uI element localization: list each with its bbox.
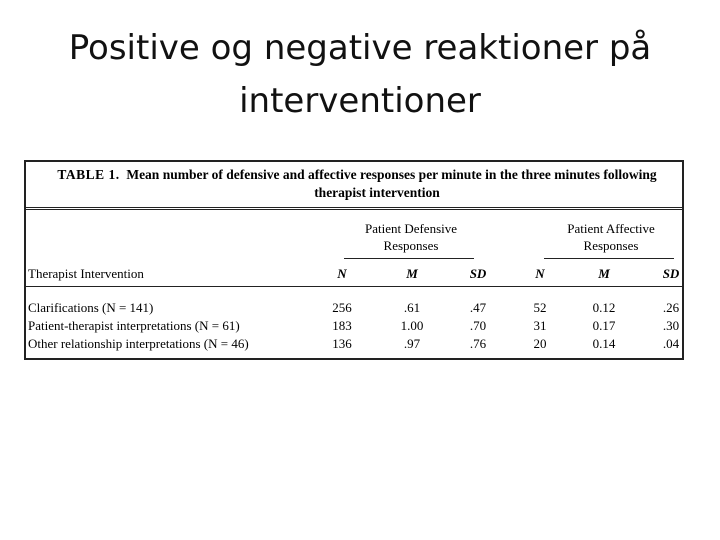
- col-header-n-affective: N: [535, 266, 545, 281]
- cell-m-defensive: .61: [403, 300, 421, 315]
- group-header-affective-line-1: Patient Affective: [567, 221, 655, 236]
- group-rule-affective: [544, 258, 674, 259]
- cell-m-affective: 0.12: [592, 300, 616, 315]
- group-header-affective: [536, 220, 686, 254]
- data-table: [24, 160, 684, 360]
- table-caption-line-1: [32, 166, 682, 184]
- cell-sd-affective: .30: [662, 318, 680, 333]
- cell-n-affective: 52: [533, 300, 547, 315]
- cell-m-defensive: .97: [403, 336, 421, 351]
- group-header-defensive-line-2: Responses: [383, 238, 439, 253]
- col-header-n-defensive: N: [337, 266, 347, 281]
- group-header-affective-line-2: Responses: [583, 238, 639, 253]
- slide-title-line-1: Positive og negative reaktioner på: [68, 28, 652, 68]
- cell-n-defensive: 256: [332, 300, 352, 315]
- slide-title: [0, 22, 720, 128]
- table-caption-line-2: therapist intervention: [314, 185, 440, 200]
- slide-title-line-2: interventioner: [239, 81, 481, 121]
- cell-sd-defensive: .76: [469, 336, 487, 351]
- cell-m-defensive: 1.00: [400, 318, 424, 333]
- cell-n-defensive: 136: [332, 336, 352, 351]
- caption-rule: [26, 207, 682, 210]
- row-label: Other relationship interpretations (N = 46): [28, 336, 249, 351]
- row-label: Clarifications (N = 141): [28, 300, 154, 315]
- cell-m-affective: 0.14: [592, 336, 616, 351]
- group-header-defensive: [336, 220, 486, 254]
- cell-n-affective: 31: [533, 318, 547, 333]
- col-header-sd-defensive: SD: [469, 266, 487, 281]
- group-header-defensive-line-1: Patient Defensive: [364, 221, 458, 236]
- col-header-sd-affective: SD: [662, 266, 680, 281]
- cell-sd-defensive: .70: [469, 318, 487, 333]
- cell-n-affective: 20: [533, 336, 547, 351]
- cell-sd-affective: .04: [662, 336, 680, 351]
- table-caption-text: Mean number of defensive and affective responses per minute in the three minutes following: [126, 167, 657, 182]
- col-header-m-affective: M: [598, 266, 610, 281]
- cell-n-defensive: 183: [332, 318, 352, 333]
- row-label: Patient-therapist interpretations (N = 61): [28, 318, 240, 333]
- cell-m-affective: 0.17: [592, 318, 616, 333]
- cell-sd-defensive: .47: [469, 300, 487, 315]
- group-rule-defensive: [344, 258, 474, 259]
- header-rule: [26, 286, 682, 287]
- cell-sd-affective: .26: [662, 300, 680, 315]
- table-label: TABLE 1.: [57, 167, 120, 182]
- col-header-m-defensive: M: [406, 266, 418, 281]
- row-header-label: Therapist Intervention: [28, 266, 144, 281]
- table-caption: [32, 166, 682, 202]
